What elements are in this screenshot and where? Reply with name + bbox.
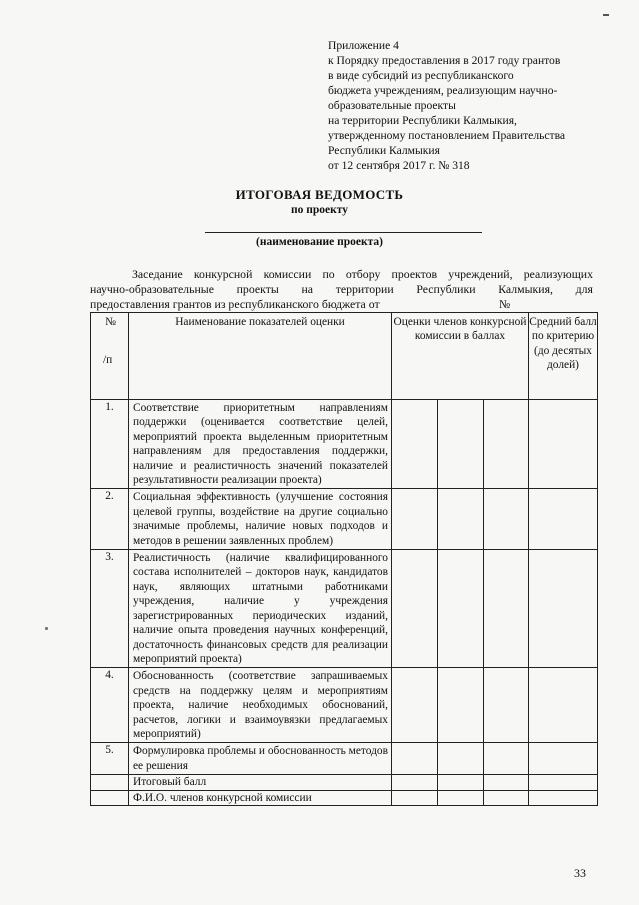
header-number-sign: № bbox=[105, 316, 116, 328]
row-number: 5. bbox=[91, 743, 129, 775]
table-row bbox=[91, 743, 598, 775]
members-row bbox=[91, 790, 598, 805]
annex-line: утвержденному постановлением Правительства bbox=[328, 129, 566, 142]
table-row bbox=[91, 400, 598, 489]
number-sign: № bbox=[499, 297, 511, 311]
total-score-cell[interactable] bbox=[484, 775, 529, 790]
header-member-scores: Оценки членов конкурсной комиссии в баллах bbox=[392, 313, 529, 400]
criteria-text: Социальная эффективность (улучшение состояния целевой группы, воздействие на другие социально значимые проблемы, наличие новых подходов и методов в решении заявленных проблем) bbox=[129, 489, 392, 550]
scan-artifact-dot bbox=[45, 627, 48, 630]
total-row bbox=[91, 775, 598, 790]
page-number: 33 bbox=[574, 866, 586, 880]
header-average-score: Средний балл по критерию (до десятых долей) bbox=[529, 313, 598, 400]
project-name-blank-line bbox=[205, 232, 482, 233]
average-cell[interactable] bbox=[529, 668, 598, 743]
annex-line: Республики Калмыкия bbox=[328, 144, 440, 157]
annex-line: в виде субсидий из республиканского bbox=[328, 69, 514, 82]
members-number-cell bbox=[91, 790, 129, 805]
intro-line: предоставления грантов из республиканского бюджета от bbox=[90, 297, 380, 311]
intro-paragraph bbox=[90, 267, 593, 312]
score-cell[interactable] bbox=[484, 489, 529, 550]
total-score-cell[interactable] bbox=[438, 775, 484, 790]
total-average-cell[interactable] bbox=[529, 775, 598, 790]
intro-line: научно-образовательные проекты на территории Республики Калмыкия, для bbox=[90, 282, 593, 296]
title-block bbox=[0, 187, 639, 217]
annex-line: от 12 сентября 2017 г. № 318 bbox=[328, 159, 470, 172]
score-cell[interactable] bbox=[438, 489, 484, 550]
table-header-row bbox=[91, 313, 598, 400]
score-cell[interactable] bbox=[392, 400, 438, 489]
score-cell[interactable] bbox=[392, 550, 438, 668]
score-cell[interactable] bbox=[438, 400, 484, 489]
table-row bbox=[91, 489, 598, 550]
annex-line: на территории Республики Калмыкия, bbox=[328, 114, 517, 127]
score-cell[interactable] bbox=[484, 743, 529, 775]
criteria-text: Обоснованность (соответствие запрашиваемых средств на поддержку целям и мероприятиям проекта, наличие необходимых обоснований, расчетов, логики и взаимоувязки предлагаемых мероприятий) bbox=[129, 668, 392, 743]
score-cell[interactable] bbox=[484, 400, 529, 489]
intro-line: Заседание конкурсной комиссии по отбору проектов учреждений, реализующих bbox=[132, 267, 593, 281]
annex-line: к Порядку предоставления в 2017 году грантов bbox=[328, 54, 561, 67]
document-title: ИТОГОВАЯ ВЕДОМОСТЬ bbox=[235, 187, 404, 202]
score-cell[interactable] bbox=[392, 668, 438, 743]
annex-line: бюджета учреждениям, реализующим научно- bbox=[328, 84, 558, 97]
average-cell[interactable] bbox=[529, 550, 598, 668]
table-row bbox=[91, 550, 598, 668]
annex-line: образовательные проекты bbox=[328, 99, 456, 112]
member-signature-cell[interactable] bbox=[484, 790, 529, 805]
member-signature-cell[interactable] bbox=[438, 790, 484, 805]
average-cell[interactable] bbox=[529, 489, 598, 550]
annex-line: Приложение 4 bbox=[328, 39, 399, 52]
criteria-text: Реалистичность (наличие квалифицированного состава исполнителей – докторов наук, кандидатов наук, являющих штатными работниками учреждения, наличие у учреждения зарегистрированных периодических изданий, наличие опыта проведения научных конференций, достаточность финансовых средств для реализации мероприятий проекта) bbox=[129, 550, 392, 668]
table-row bbox=[91, 668, 598, 743]
member-signature-cell[interactable] bbox=[392, 790, 438, 805]
project-name-caption: (наименование проекта) bbox=[256, 236, 383, 248]
score-cell[interactable] bbox=[438, 550, 484, 668]
document-subtitle: по проекту bbox=[290, 204, 348, 216]
score-cell[interactable] bbox=[438, 743, 484, 775]
total-number-cell bbox=[91, 775, 129, 790]
criteria-text: Соответствие приоритетным направлениям поддержки (оценивается соответствие целей, мероприятий проекта выделенным приоритетным направлениям для предоставления поддержки, наличие и реалистичность значений показателей результативности реализации проекта) bbox=[129, 400, 392, 489]
row-number: 4. bbox=[91, 668, 129, 743]
criteria-text: Формулировка проблемы и обоснованность методов ее решения bbox=[129, 743, 392, 775]
header-criteria-name: Наименование показателей оценки bbox=[129, 313, 392, 400]
header-number bbox=[91, 313, 129, 400]
score-cell[interactable] bbox=[484, 550, 529, 668]
score-cell[interactable] bbox=[392, 489, 438, 550]
average-cell[interactable] bbox=[529, 743, 598, 775]
score-cell[interactable] bbox=[484, 668, 529, 743]
scan-artifact bbox=[603, 14, 609, 20]
header-number-suffix: /п bbox=[103, 354, 113, 367]
total-label: Итоговый балл bbox=[129, 775, 392, 790]
score-cell[interactable] bbox=[438, 668, 484, 743]
member-signature-cell[interactable] bbox=[529, 790, 598, 805]
score-cell[interactable] bbox=[392, 743, 438, 775]
members-label: Ф.И.О. членов конкурсной комиссии bbox=[129, 790, 392, 805]
average-cell[interactable] bbox=[529, 400, 598, 489]
total-score-cell[interactable] bbox=[392, 775, 438, 790]
row-number: 3. bbox=[91, 550, 129, 668]
intro-line-last bbox=[90, 297, 593, 312]
row-number: 1. bbox=[91, 400, 129, 489]
evaluation-table bbox=[90, 312, 598, 806]
annex-reference bbox=[328, 38, 608, 173]
row-number: 2. bbox=[91, 489, 129, 550]
